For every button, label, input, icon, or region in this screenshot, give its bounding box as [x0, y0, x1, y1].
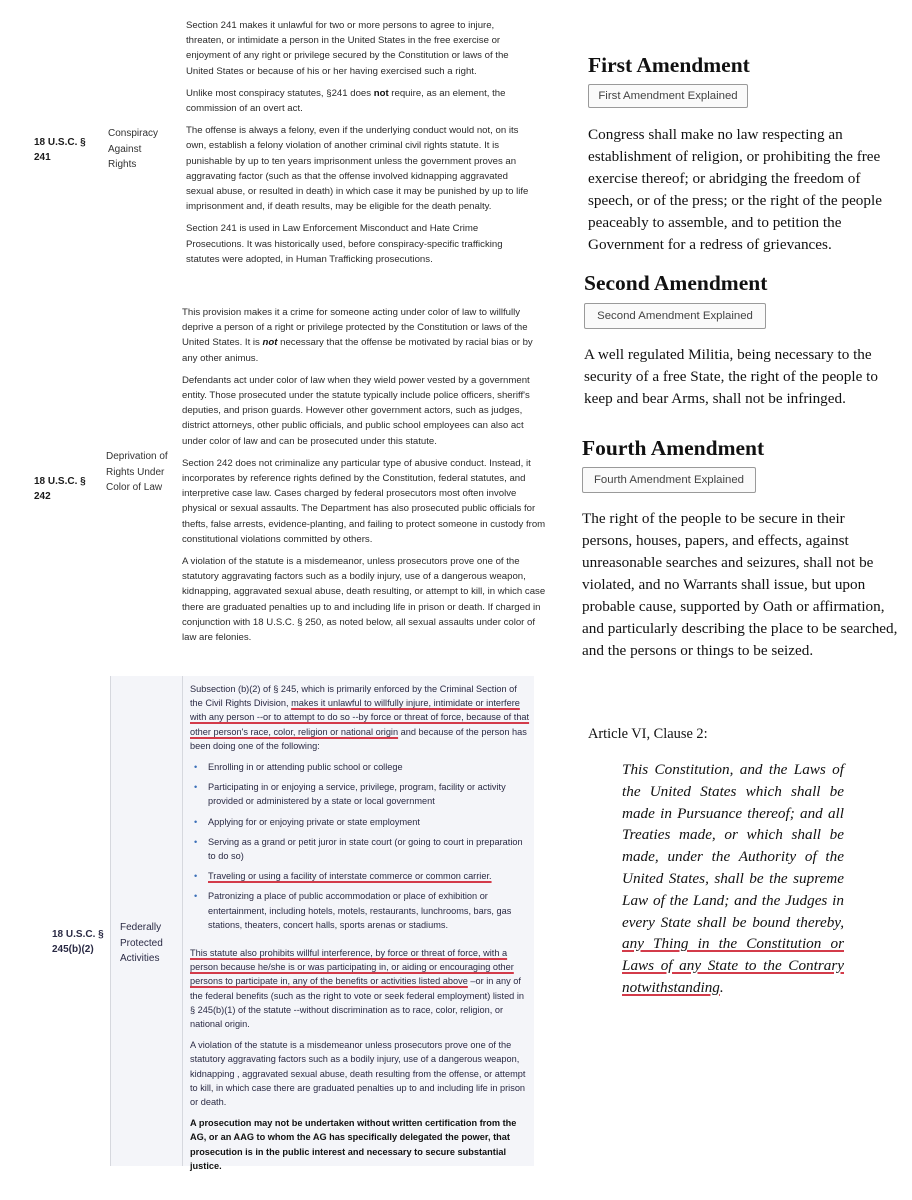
divider [110, 676, 111, 1166]
list-item: • Participating in or enjoying a service, privilege, program, facility or activity provided or administered by a state or local government [208, 780, 530, 808]
text: . [719, 978, 724, 996]
paragraph: The offense is always a felony, even if the underlying conduct would not, on its own, establish a felony violation of another criminal civil rights statute. It is punishable by up to ten years imprisonment unless the government proves an aggravating factor (such as that the offense involved kidnapping aggravated sexual abuse, or resulted in death) in which case it may be punished by up to life imprisonment and, if death results, may be eligible for the death penalty. [186, 125, 529, 213]
paragraph: Section 241 makes it unlawful for two or more persons to agree to injure, threaten, or intimidate a person in the United States in the free exercise or enjoyment of any right or privilege secured by the Constitution or laws of the United States or because of his or her having exercised such a right. [186, 20, 509, 77]
statute-description [190, 682, 530, 1180]
paragraph [190, 946, 530, 1031]
amendment-text: A well regulated Militia, being necessary to the security of a free State, the right of the people to keep and bear Arms, shall not be infringed. [584, 346, 878, 407]
statute-description [186, 18, 532, 274]
list-item: • Applying for or enjoying private or state employment [208, 815, 530, 829]
list-item: • Serving as a grand or petit juror in state court (or going to court in preparation to do so) [208, 835, 530, 863]
statute-code: 18 U.S.C. § 245(b)(2) [52, 929, 104, 955]
text: Subsection (b)(2) of § 245, which is primarily enforced by the Criminal Section of the Civil Rights Division, [190, 684, 517, 709]
text: –or in any of the federal benefits (such as the right to vote or seek federal employment) listed in § 245(b)(1) of the statute --without discrimination as to race, color, religion, or national origin. [190, 976, 524, 1030]
highlighted-text: any Thing in the Constitution or Laws of any State to the Contrary notwithstanding [622, 935, 844, 996]
amendment-title: Second Amendment [584, 271, 768, 295]
statute-code: 18 U.S.C. § 241 [34, 137, 86, 163]
fourth-amendment-explained-button[interactable]: Fourth Amendment Explained [582, 467, 756, 493]
paragraph: This provision makes it a crime for someone acting under color of law to willfully deprive a person of a right or privilege protected by the Constitution or laws of the United States. It is not necessary that the offense be motivated by racial bias or by any other animus. [182, 307, 533, 364]
paragraph: Unlike most conspiracy statutes, §241 does not require, as an element, the commission of an overt act. [186, 87, 506, 115]
list-item: • Enrolling in or attending public school or college [208, 760, 530, 774]
highlighted-text: makes it unlawful to willfully injure, intimidate or interfere with any person --or to attempt to do so --by force or threat of force, because of that other person's race, color, religion or national origin [190, 698, 530, 737]
paragraph: A violation of the statute is a misdemeanor unless prosecutors prove one of the statutory aggravating factors such as a bodily injury, use of a dangerous weapon, kidnapping , aggravated sexual abuse, death resulting from the offense, or attempt to kill, in which case there are graduated penalties up to and including life in prison or death. [190, 1040, 526, 1108]
statute-name: Federally Protected Activities [120, 922, 163, 964]
text: and because of the person has been doing one of the following: [190, 726, 527, 751]
paragraph: Section 241 is used in Law Enforcement Misconduct and Hate Crime Prosecutions. It was historically used, before conspiracy-specific trafficking statutes were adopted, in Human Trafficking prosecutions. [186, 223, 503, 265]
list-item [208, 869, 530, 883]
activity-list [190, 760, 530, 932]
amendment-title: Fourth Amendment [582, 436, 765, 460]
divider [182, 676, 183, 1166]
article-heading: Article VI, Clause 2: [588, 726, 708, 742]
first-amendment-explained-button[interactable]: First Amendment Explained [588, 84, 748, 108]
second-amendment-explained-button[interactable]: Second Amendment Explained [584, 303, 766, 329]
statute-name: Conspiracy Against Rights [108, 128, 159, 170]
statute-code: 18 U.S.C. § 242 [34, 476, 86, 502]
amendment-text: Congress shall make no law respecting an establishment of religion, or prohibiting the free exercise thereof; or abridging the freedom of speech, or of the press; or the right of the people peaceably to assemble, and to petition the Government for a redress of grievances. [588, 126, 882, 253]
highlighted-text: Traveling or using a facility of interstate commerce or common carrier. [208, 871, 492, 882]
amendment-text: The right of the people to be secure in their persons, houses, papers, and effects, against unreasonable searches and seizures, shall not be violated, and no Warrants shall issue, but upon probable cause, supported by Oath or affirmation, and particularly describing the place to be searched, and the persons or things to be seized. [582, 510, 898, 659]
highlighted-text: This statute also prohibits willful interference, by force or threat of force, with a person because he/she is or was participating in, or aiding or encouraging other persons to participate in, any of the benefits or activities listed above [190, 948, 514, 987]
text: This Constitution, and the Laws of the United States which shall be made in Pursuance thereof; and all Treaties made, or which shall be made, under the Authority of the United States, shall be the supreme Law of the Land; and the Judges in every State shall be bound thereby, [622, 761, 844, 931]
amendment-title: First Amendment [588, 53, 750, 77]
article-text [622, 759, 844, 999]
paragraph: Section 242 does not criminalize any particular type of abusive conduct. Instead, it incorporates by reference rights defined by the Constitution, federal statutes, and interpretive case law. Cases charged by federal prosecutors most often involve physical or sexual assaults. The Department has also prosecuted public officials for thefts, false arrests, evidence-planting, and failing to protect someone in custody from constitutional violations committed by others. [182, 457, 546, 545]
statute-name: Deprivation of Rights Under Color of Law [106, 451, 168, 493]
paragraph: Defendants act under color of law when they wield power vested by a government entity. Those prosecuted under the statute typically include police officers, sheriff's deputies, and prison guards. However other government actors, such as judges, district attorneys, other public officials, and public school employees can also act under color of law and can be prosecuted under this statute. [182, 374, 530, 447]
paragraph: A violation of the statute is a misdemeanor, unless prosecutors prove one of the statutory aggravating factors such as a bodily injury, use of a dangerous weapon, kidnapping, aggravated sexual abuse, death resulting, or attempt to kill, in which case there are graduated penalties up to and including life in prison or death. If charged in conjunction with 18 U.S.C. § 250, as noted below, all sexual assaults under color of law are felonies. [182, 556, 546, 644]
list-item: • Patronizing a place of public accommodation or place of exhibition or entertainment, including hotels, motels, restaurants, lunchrooms, bars, gas stations, theaters, concert halls, sports arenas or stadiums. [208, 889, 530, 932]
paragraph [190, 682, 530, 753]
paragraph: A prosecution may not be undertaken without written certification from the AG, or an AAG to whom the AG has specifically delegated the power, that prosecution is in the public interest and necessary to secure substantial justice. [190, 1118, 517, 1171]
statute-description [182, 305, 548, 652]
